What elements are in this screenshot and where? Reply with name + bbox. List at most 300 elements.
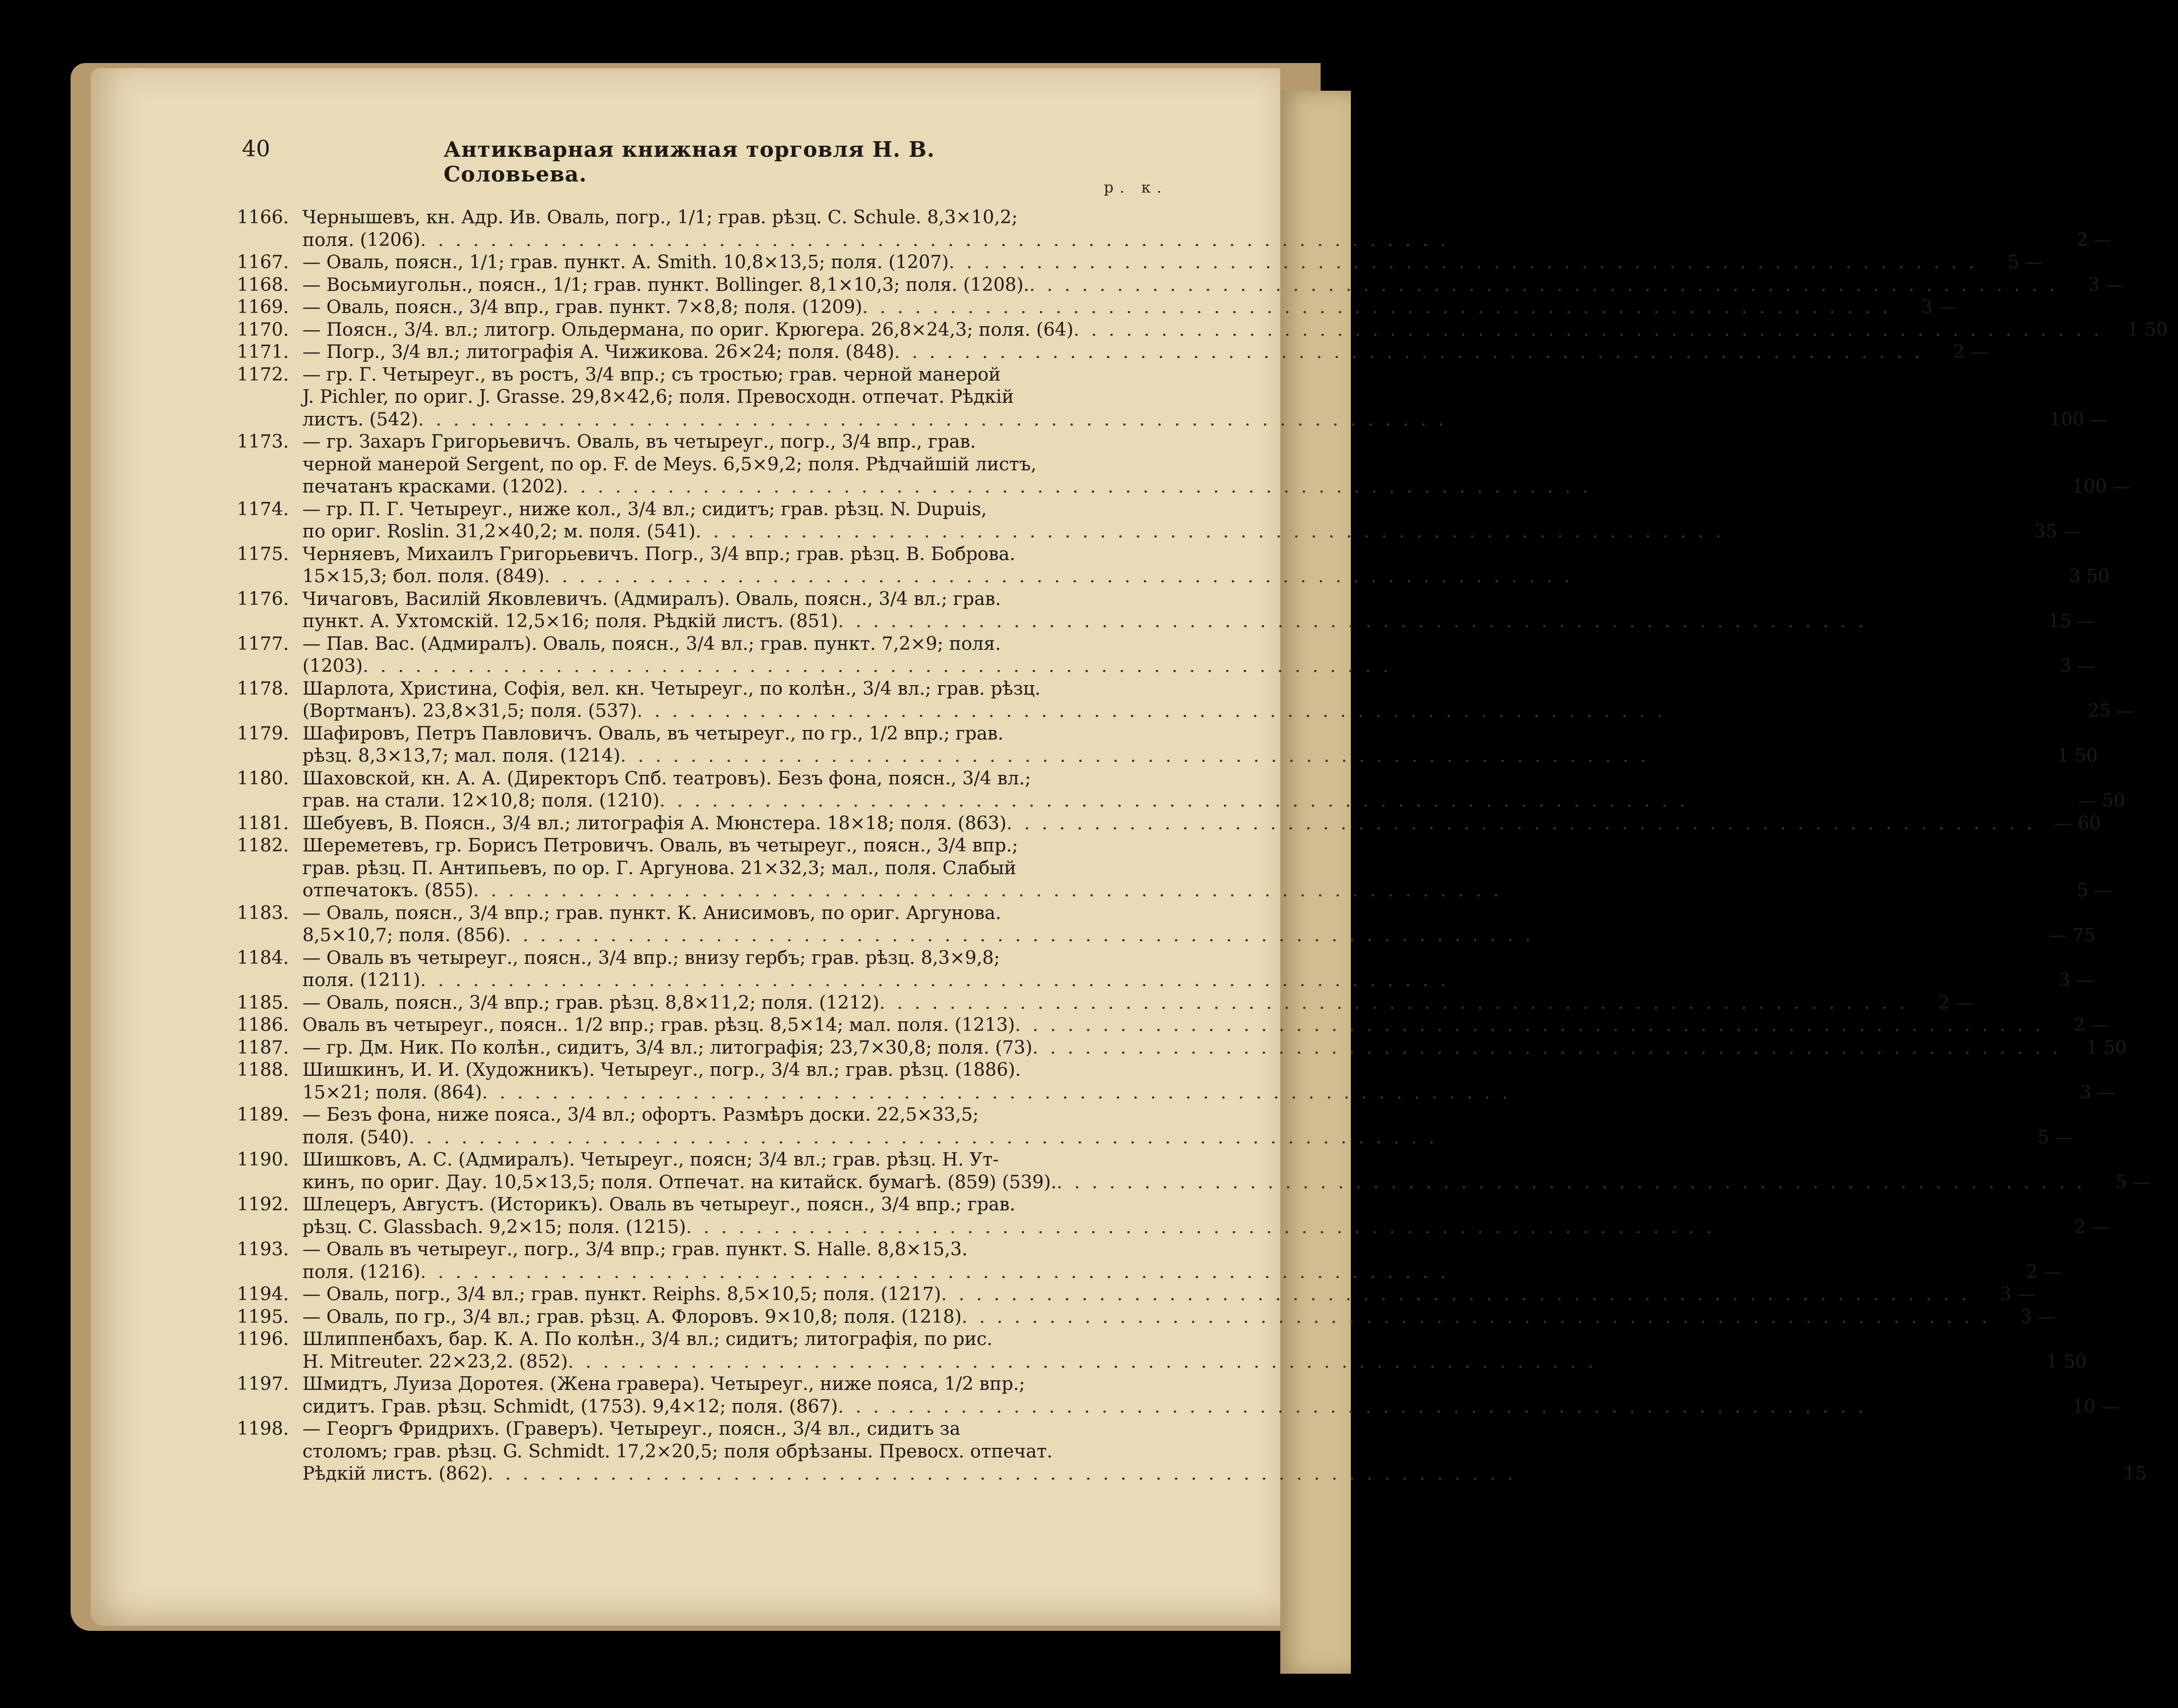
entry-number: 1198. xyxy=(237,1419,289,1439)
currency-header: р. к. xyxy=(1104,179,1168,197)
entry-description xyxy=(302,1194,2120,1239)
entry-price: 5 — xyxy=(2007,252,2043,273)
entry-line xyxy=(302,1418,2157,1441)
entry-price: 2 — xyxy=(2074,1216,2110,1238)
entry-number: 1168. xyxy=(237,274,289,295)
catalog-entry xyxy=(237,319,2168,342)
catalog-entry xyxy=(237,1104,2073,1149)
catalog-entries xyxy=(237,207,2168,1486)
entry-line xyxy=(302,768,2135,790)
entry-text: (1203) xyxy=(302,656,363,677)
entry-price: 3 — xyxy=(2020,1306,2056,1327)
entry-description xyxy=(302,1104,2083,1149)
entry-price: 1 50 xyxy=(2086,1037,2127,1058)
entry-line xyxy=(302,1127,2083,1149)
entry-text: Шлиппенбахъ, бар. К. А. По колѣн., 3/4 вл.; сидитъ; литографія, по рис. xyxy=(302,1329,993,1350)
entry-number: 1166. xyxy=(237,207,289,228)
entry-price: 5 — xyxy=(2115,1172,2151,1193)
entry-number: 1180. xyxy=(237,768,289,789)
dot-leader xyxy=(420,229,2046,252)
dot-leader xyxy=(1029,274,2058,297)
entry-text: (Вортманъ). 23,8×31,5; поля. (537) xyxy=(302,701,637,721)
dot-leader xyxy=(473,880,2047,902)
catalog-entry xyxy=(237,252,2043,274)
entry-description xyxy=(302,499,2091,543)
entry-number: 1176. xyxy=(237,588,289,609)
entry-line xyxy=(302,1014,2119,1037)
catalog-entry xyxy=(237,633,2095,678)
entry-description xyxy=(302,678,2145,723)
entry-text: Чернышевъ, кн. Адр. Ив. Оваль, погр., 1/1; грав. рѣзц. С. Schule. 8,3×10,2; xyxy=(302,207,1018,228)
entry-text: рѣзц. 8,3×13,7; мал. поля. (1214) xyxy=(302,746,620,766)
entry-text: Рѣдкій листъ. (862) xyxy=(302,1463,488,1484)
entry-text: J. Pichler, по ориг. J. Grasse. 29,8×42,6; поля. Превосходн. отпечат. Рѣдкій xyxy=(302,387,1014,407)
entry-price xyxy=(2044,1194,2120,1216)
entry-text: листъ. (542) xyxy=(302,409,418,430)
catalog-entry xyxy=(237,992,1974,1015)
entry-description xyxy=(302,1284,2045,1306)
dot-leader xyxy=(420,969,2029,992)
entry-line xyxy=(302,1463,2157,1486)
entry-price: 1 50 xyxy=(2127,319,2168,340)
entry-price: — 75 xyxy=(2048,925,2096,946)
entry-number: 1172. xyxy=(237,364,289,385)
entry-text: поля. (1206) xyxy=(302,229,420,251)
running-title: Антикварная книжная торговля Н. В. Соловьева. xyxy=(444,137,935,187)
entry-number: 1183. xyxy=(237,902,289,924)
entry-line xyxy=(302,319,2178,342)
entry-text: — Георгъ Фридрихъ. (Граверъ). Четыреуг., поясн., 3/4 вл., сидитъ за xyxy=(302,1419,961,1439)
entry-line xyxy=(302,858,2123,880)
entry-number: 1190. xyxy=(237,1149,289,1170)
entry-description xyxy=(302,947,2104,992)
entry-description xyxy=(302,633,2105,678)
entry-text: поля. (540) xyxy=(302,1127,409,1148)
entry-price: 3 — xyxy=(2059,970,2094,991)
entry-line xyxy=(302,409,2118,432)
entry-line xyxy=(302,454,2141,476)
entry-price: 2 — xyxy=(2026,1261,2062,1283)
entry-line xyxy=(302,1261,2072,1284)
entry-line xyxy=(302,902,2105,925)
dot-leader xyxy=(505,925,2030,947)
entry-number: 1186. xyxy=(237,1015,289,1035)
entry-line xyxy=(302,633,2105,656)
entry-price: — 50 xyxy=(2078,790,2126,811)
entry-line xyxy=(302,992,1983,1015)
entry-line xyxy=(302,947,2104,970)
entry-text: — гр. Дм. Ник. По колѣн., сидитъ, 3/4 вл.; литографія; 23,7×30,8; поля. (73) xyxy=(302,1037,1033,1058)
entry-line xyxy=(302,969,2104,992)
entry-price: 2 — xyxy=(1938,992,1974,1013)
entry-text: — Оваль, по гр., 3/4 вл.; грав. рѣзц. А. Флоровъ. 9×10,8; поля. (1218) xyxy=(302,1306,962,1327)
entry-line xyxy=(302,588,2105,611)
entry-line xyxy=(302,1216,2120,1239)
dot-leader xyxy=(1007,813,2035,835)
dot-leader xyxy=(544,566,2044,588)
entry-text: поля. (1216) xyxy=(302,1261,420,1283)
entry-text: Оваль въ четыреуг., поясн.. 1/2 впр.; грав. рѣзц. 8,5×14; мал. поля. (1213) xyxy=(302,1015,1015,1035)
entry-text: — гр. Г. Четыреуг., въ ростъ, 3/4 впр.; съ тростью; грав. черной манерой xyxy=(302,364,1001,385)
entry-description xyxy=(302,1306,2066,1329)
entry-text: Шафировъ, Петръ Павловичъ. Оваль, въ четыреуг., по гр., 1/2 впр.; грав. xyxy=(302,723,1004,744)
entry-line xyxy=(302,252,2053,274)
entry-number: 1187. xyxy=(237,1037,289,1058)
entry-text: — Оваль въ четыреуг., поясн., 3/4 впр.; внизу гербъ; грав. рѣзц. 8,3×9,8; xyxy=(302,947,1000,968)
dot-leader xyxy=(409,1127,2008,1149)
entry-line xyxy=(302,611,2105,633)
entry-price xyxy=(2069,678,2145,701)
catalog-entry xyxy=(237,341,1988,364)
entry-number: 1197. xyxy=(237,1374,289,1394)
entry-text: Н. Mitreuter. 22×23,2. (852) xyxy=(302,1351,568,1372)
dot-leader xyxy=(363,655,2030,678)
dot-leader xyxy=(838,611,2030,633)
entry-number: 1182. xyxy=(237,835,289,856)
entry-price xyxy=(2085,1149,2161,1172)
dot-leader xyxy=(838,1396,2053,1419)
entry-line xyxy=(302,341,1999,364)
entry-description xyxy=(302,1373,2130,1418)
catalog-entry xyxy=(237,499,2081,543)
entry-line xyxy=(302,880,2123,902)
entry-description xyxy=(302,768,2135,813)
entry-line xyxy=(302,566,2120,588)
dot-leader xyxy=(568,1351,2021,1374)
entry-line xyxy=(302,274,2134,297)
entry-line xyxy=(302,678,2145,701)
entry-description xyxy=(302,543,2120,588)
dot-leader xyxy=(1032,1037,2061,1060)
entry-number: 1175. xyxy=(237,543,289,565)
entry-number: 1189. xyxy=(237,1105,289,1125)
entry-number: 1167. xyxy=(237,252,289,273)
catalog-entry xyxy=(237,813,2101,835)
entry-number: 1173. xyxy=(237,432,289,452)
catalog-entry xyxy=(237,1014,2109,1037)
entry-price xyxy=(2030,588,2105,611)
entry-description xyxy=(302,319,2178,342)
entry-number: 1177. xyxy=(237,633,289,654)
entry-price: 3 50 xyxy=(2069,566,2110,587)
entry-price: 5 — xyxy=(2077,880,2112,901)
entry-text: — Восьмиугольн., поясн., 1/1; грав. пункт. Bollinger. 8,1×10,3; поля. (1208). xyxy=(302,274,1029,295)
entry-text: по ориг. Roslin. 31,2×40,2; м. поля. (541) xyxy=(302,521,696,542)
entry-line xyxy=(302,723,2108,746)
dot-leader xyxy=(880,992,1908,1015)
entry-line xyxy=(302,499,2091,521)
catalog-entry xyxy=(237,902,2096,947)
entry-text: Шлецеръ, Августъ. (Историкъ). Оваль въ четыреуг., поясн., 3/4 впр.; грав. xyxy=(302,1194,1016,1215)
entry-text: — Оваль, поясн., 3/4 впр.; грав. пункт. К. Анисимовъ, по ориг. Аргунова. xyxy=(302,902,1002,924)
catalog-entry xyxy=(237,296,1957,319)
entry-price xyxy=(2030,633,2105,656)
entry-text: Шаховской, кн. А. А. (Директоръ Спб. театровъ). Безъ фона, поясн., 3/4 вл.; xyxy=(302,768,1031,789)
entry-number: 1195. xyxy=(237,1306,289,1327)
entry-text: Шмидтъ, Луиза Доротея. (Жена гравера). Четыреуг., ниже пояса, 1/2 впр.; xyxy=(302,1374,1025,1394)
dot-leader xyxy=(1015,1014,2044,1037)
entry-text: сидитъ. Грав. рѣзц. Schmidt, (1753). 9,4×12; поля. (867) xyxy=(302,1396,838,1417)
entry-price: 25 — xyxy=(2087,701,2135,721)
entry-number: 1169. xyxy=(237,297,289,318)
entry-description xyxy=(302,364,2118,432)
entry-price xyxy=(2021,1328,2097,1351)
catalog-entry xyxy=(237,588,2095,633)
dot-leader xyxy=(686,1216,2044,1239)
entry-line xyxy=(302,431,2141,454)
entry-text: — Пав. Вас. (Адмиралъ). Оваль, поясн., 3/4 вл.; грав. пункт. 7,2×9; поля. xyxy=(302,633,1001,654)
entry-text: Черняевъ, Михаилъ Григорьевичъ. Погр., 3/4 впр.; грав. рѣзц. В. Боброва. xyxy=(302,543,1016,565)
catalog-entry xyxy=(237,1418,2147,1486)
entry-line xyxy=(302,1441,2157,1463)
entry-line xyxy=(302,1104,2083,1127)
entry-line xyxy=(302,386,2118,409)
dot-leader xyxy=(487,1463,2081,1486)
entry-text: Шишкинъ, И. И. (Художникъ). Четыреуг., погр., 3/4 вл.; грав. рѣзц. (1886). xyxy=(302,1060,1021,1080)
entry-line xyxy=(302,1396,2130,1419)
entry-text: рѣзц. С. Glassbach. 9,2×15; поля. (1215) xyxy=(302,1216,686,1238)
dot-leader xyxy=(563,476,2065,499)
entry-line xyxy=(302,229,2122,252)
entry-text: печатанъ красками. (1202) xyxy=(302,476,563,497)
entry-price: 1 50 xyxy=(2046,1351,2087,1372)
entry-line xyxy=(302,1373,2130,1396)
entry-number: 1196. xyxy=(237,1329,289,1350)
catalog-entry xyxy=(237,1373,2120,1418)
entry-price xyxy=(2054,1373,2130,1396)
entry-line xyxy=(302,476,2141,499)
entry-text: — гр. Захаръ Григорьевичъ. Оваль, въ четыреуг., погр., 3/4 впр., грав. xyxy=(302,432,976,452)
entry-price: 3 — xyxy=(2080,1082,2115,1103)
entry-price xyxy=(2060,768,2135,790)
entry-text: — гр. П. Г. Четыреуг., ниже кол., 3/4 вл.; сидитъ; грав. рѣзц. N. Dupuis, xyxy=(302,499,987,520)
entry-price: 100 — xyxy=(2072,476,2131,497)
entry-text: — Погр., 3/4 вл.; литографія А. Чижикова. 26×24; поля. (848) xyxy=(302,342,895,362)
dot-leader xyxy=(637,700,2069,723)
entry-line xyxy=(302,207,2122,229)
entry-number: 1194. xyxy=(237,1284,289,1305)
entry-text: черной манерой Sergent, по ор. F. de Meys. 6,5×9,2; поля. Рѣдчайшій листъ, xyxy=(302,454,1037,475)
entry-text: — Оваль, поясн., 1/1; грав. пункт. А. Smith. 10,8×13,5; поля. (1207) xyxy=(302,252,949,273)
entry-text: 15×21; поля. (864) xyxy=(302,1082,482,1103)
entry-price xyxy=(2029,947,2104,970)
entry-price: 3 — xyxy=(2000,1284,2035,1305)
entry-description xyxy=(302,431,2141,499)
entry-text: — Оваль, погр., 3/4 вл.; грав. пункт. Reiphs. 8,5×10,5; поля. (1217) xyxy=(302,1284,941,1305)
entry-price: 2 — xyxy=(2074,1015,2109,1035)
entry-description xyxy=(302,296,1967,319)
entry-price xyxy=(2049,1059,2125,1082)
entry-description xyxy=(302,274,2134,297)
entry-price xyxy=(2030,902,2105,925)
entry-line xyxy=(302,543,2120,566)
entry-description xyxy=(302,1149,2161,1194)
page-number: 40 xyxy=(242,136,270,162)
entry-line xyxy=(302,1351,2097,1374)
entry-text: пункт. А. Ухтомскій. 12,5×16; поля. Рѣдкій листъ. (851) xyxy=(302,611,838,632)
entry-line xyxy=(302,925,2105,947)
entry-price: 35 — xyxy=(2034,521,2081,542)
entry-description xyxy=(302,588,2105,633)
entry-line xyxy=(302,1328,2097,1351)
entry-text: 15×15,3; бол. поля. (849) xyxy=(302,566,544,587)
catalog-entry xyxy=(237,678,2135,723)
dot-leader xyxy=(659,790,2060,813)
entry-price xyxy=(1996,1239,2072,1261)
entry-line xyxy=(302,1194,2120,1216)
catalog-entry xyxy=(237,543,2110,588)
entry-price: — 60 xyxy=(2053,813,2101,834)
entry-number: 1181. xyxy=(237,813,289,834)
catalog-entry xyxy=(237,768,2126,813)
entry-text: Шарлота, Христина, Софія, вел. кн. Четыреуг., по колѣн., 3/4 вл.; грав. рѣзц. xyxy=(302,678,1041,699)
entry-text: — Поясн., 3/4. вл.; литогр. Ольдермана, по ориг. Крюгера. 26,8×24,3; поля. (64) xyxy=(302,319,1074,340)
entry-price: 100 — xyxy=(2049,409,2108,430)
entry-line xyxy=(302,835,2123,858)
entry-price xyxy=(2046,207,2122,229)
entry-text: 8,5×10,7; поля. (856) xyxy=(302,925,506,946)
entry-line xyxy=(302,745,2108,768)
entry-line xyxy=(302,521,2091,543)
entry-number: 1178. xyxy=(237,678,289,699)
entry-description xyxy=(302,1059,2125,1104)
entry-text: поля. (1211) xyxy=(302,970,420,991)
entry-number: 1185. xyxy=(237,992,289,1013)
entry-description xyxy=(302,1037,2137,1060)
dot-leader xyxy=(862,296,1891,319)
dot-leader xyxy=(1056,1172,2085,1194)
entry-text: кинъ, по ориг. Дау. 10,5×13,5; поля. Отпечат. на китайск. бумагѣ. (859) (539). xyxy=(302,1172,1057,1193)
entry-text: столомъ; грав. рѣзц. G. Schmidt. 17,2×20,5; поля обрѣзаны. Превосх. отпечат. xyxy=(302,1441,1053,1462)
entry-price xyxy=(2065,431,2141,454)
dot-leader xyxy=(418,409,2043,432)
entry-line xyxy=(302,655,2105,678)
catalog-entry xyxy=(237,723,2098,768)
entry-line xyxy=(302,813,2111,835)
entry-number: 1188. xyxy=(237,1060,289,1080)
page-header xyxy=(242,136,1048,187)
entry-text: — Оваль, поясн., 3/4 впр.; грав. рѣзц. 8,8×11,2; поля. (1212) xyxy=(302,992,880,1013)
catalog-entry xyxy=(237,1194,2110,1239)
entry-description xyxy=(302,1014,2119,1037)
entry-price: 15 — xyxy=(2048,611,2095,632)
entry-price: 3 — xyxy=(2088,274,2124,295)
entry-price xyxy=(2042,364,2118,387)
entry-text: — Оваль, поясн., 3/4 впр., грав. пункт. 7×8,8; поля. (1209) xyxy=(302,297,862,318)
dot-leader xyxy=(1074,319,2102,342)
entry-text: Шереметевъ, гр. Борисъ Петровичъ. Оваль, въ четыреуг., поясн., 3/4 впр.; xyxy=(302,835,1018,856)
entry-description xyxy=(302,341,1999,364)
entry-description xyxy=(302,1328,2097,1373)
entry-price xyxy=(2008,1104,2083,1127)
entry-line xyxy=(302,700,2145,723)
dot-leader xyxy=(696,521,2016,543)
entry-description xyxy=(302,1418,2157,1486)
entry-text: грав. на стали. 12×10,8; поля. (1210) xyxy=(302,790,660,811)
entry-description xyxy=(302,207,2122,252)
entry-line xyxy=(302,790,2135,813)
entry-text: — Безъ фона, ниже пояса., 3/4 вл.; офортъ. Размѣръ доски. 22,5×33,5; xyxy=(302,1105,979,1125)
catalog-entry xyxy=(237,1037,2127,1060)
catalog-entry xyxy=(237,1306,2056,1329)
catalog-entry xyxy=(237,1059,2115,1104)
entry-price: 1 50 xyxy=(2057,746,2098,766)
catalog-entry xyxy=(237,207,2112,252)
entry-description xyxy=(302,835,2123,902)
entry-text: Шишковъ, А. С. (Адмиралъ). Четыреуг., поясн; 3/4 вл.; грав. рѣзц. Н. Ут- xyxy=(302,1149,999,1170)
entry-line xyxy=(302,364,2118,387)
entry-price xyxy=(2016,499,2091,521)
entry-line xyxy=(302,1306,2066,1329)
entry-description xyxy=(302,902,2105,947)
catalog-entry xyxy=(237,947,2094,992)
catalog-entry xyxy=(237,1239,2062,1284)
entry-price: 2 — xyxy=(2076,229,2112,251)
dot-leader xyxy=(962,1306,1990,1329)
entry-price: 2 — xyxy=(1953,342,1988,362)
entry-description xyxy=(302,992,1983,1015)
entry-number: 1170. xyxy=(237,319,289,340)
entry-description xyxy=(302,813,2111,835)
catalog-entry xyxy=(237,1149,2151,1194)
entry-price xyxy=(2044,543,2120,566)
catalog-entry xyxy=(237,1328,2087,1373)
entry-line xyxy=(302,1082,2125,1105)
dot-leader xyxy=(941,1284,1970,1306)
dot-leader xyxy=(894,341,1923,364)
entry-number: 1184. xyxy=(237,947,289,968)
entry-price xyxy=(2042,386,2118,409)
entry-number: 1174. xyxy=(237,499,289,520)
entry-price: 3 — xyxy=(1921,297,1957,318)
entry-number: 1193. xyxy=(237,1239,289,1260)
catalog-entry xyxy=(237,364,2108,432)
entry-line xyxy=(302,1149,2161,1172)
entry-description xyxy=(302,723,2108,768)
entry-number: 1179. xyxy=(237,723,289,744)
entry-text: отпечатокъ. (855) xyxy=(302,880,473,901)
entry-description xyxy=(302,1239,2072,1284)
entry-price: 10 — xyxy=(2072,1396,2120,1417)
entry-number: 1171. xyxy=(237,342,289,362)
entry-line xyxy=(302,1172,2161,1194)
entry-line xyxy=(302,1037,2137,1060)
dot-leader xyxy=(620,745,2032,768)
catalog-entry xyxy=(237,835,2112,902)
entry-price: 5 — xyxy=(2037,1127,2073,1148)
entry-text: — Оваль въ четыреуг., погр., 3/4 впр.; грав. пункт. S. Halle. 8,8×15,3. xyxy=(302,1239,968,1260)
entry-text: грав. рѣзц. П. Антипьевъ, по ор. Г. Аргунова. 21×32,3; мал., поля. Слабый xyxy=(302,858,1017,879)
dot-leader xyxy=(420,1261,1997,1284)
entry-price xyxy=(2047,858,2123,880)
entry-price xyxy=(2047,835,2123,858)
entry-number: 1192. xyxy=(237,1194,289,1215)
entry-price xyxy=(2065,454,2141,476)
entry-line xyxy=(302,1059,2125,1082)
entry-price xyxy=(2081,1418,2157,1441)
entry-text: Шебуевъ, В. Поясн., 3/4 вл.; литографія А. Мюнстера. 18×18; поля. (863) xyxy=(302,813,1007,834)
entry-price: 15 xyxy=(2124,1463,2147,1484)
entry-price xyxy=(2032,723,2108,746)
entry-line xyxy=(302,296,1967,319)
entry-price: 3 — xyxy=(2060,656,2095,677)
entry-line xyxy=(302,1284,2045,1306)
entry-text: Чичаговъ, Василій Яковлевичъ. (Адмиралъ). Оваль, поясн., 3/4 вл.; грав. xyxy=(302,588,1001,609)
entry-description xyxy=(302,252,2053,274)
catalog-entry xyxy=(237,1284,2035,1306)
catalog-entry xyxy=(237,431,2131,499)
dot-leader xyxy=(482,1082,2049,1105)
